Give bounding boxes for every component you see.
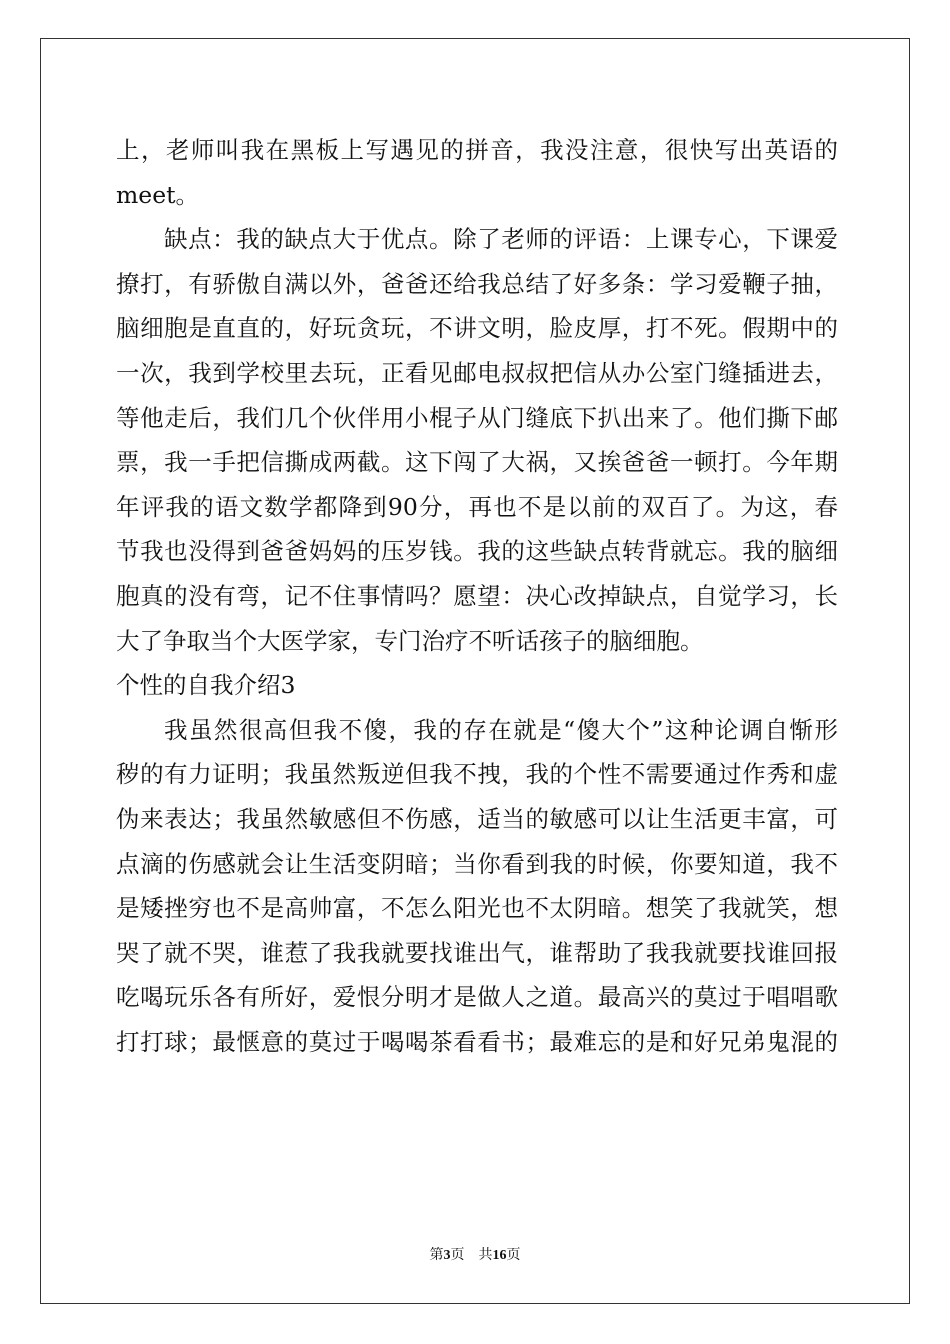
text-line: 打打球；最惬意的莫过于喝喝茶看看书；最难忘的是和好兄弟鬼混的 [116,1027,838,1056]
text-line: 一次，我到学校里去玩，正看见邮电叔叔把信从办公室门缝插进去， [116,358,838,387]
text-line: 个性的自我介绍3 [116,671,296,700]
page-number: 3 [443,1248,451,1263]
text-line: 伪来表达；我虽然敏感但不伤感，适当的敏感可以让生活更丰富，可 [116,804,838,833]
text-line: meet。 [116,180,200,209]
text-line: 我虽然很高但我不傻，我的存在就是“傻大个”这种论调自惭形 [164,715,838,744]
text-line: 等他走后，我们几个伙伴用小棍子从门缝底下扒出来了。他们撕下邮 [116,403,838,432]
text-line: 胞真的没有弯，记不住事情吗？愿望：决心改掉缺点，自觉学习，长 [116,581,838,610]
text-line: 票，我一手把信撕成两截。这下闯了大祸，又挨爸爸一顿打。今年期 [116,448,838,477]
text-line: 是矮挫穷也不是高帅富，不怎么阳光也不太阴暗。想笑了我就笑，想 [116,894,838,923]
text-line: 缺点：我的缺点大于优点。除了老师的评语：上课专心，下课爱 [164,225,838,254]
text-line: 年评我的语文数学都降到90分，再也不是以前的双百了。为这，春 [116,492,838,521]
text-line: 撩打，有骄傲自满以外，爸爸还给我总结了好多条：学习爱鞭子抽， [116,269,838,298]
page-footer [0,1244,950,1264]
total-suffix: 页 [506,1248,521,1263]
text-line: 点滴的伤感就会让生活变阴暗；当你看到我的时候，你要知道，我不 [116,849,838,878]
text-line: 哭了就不哭，谁惹了我我就要找谁出气，谁帮助了我我就要找谁回报 [116,938,838,967]
text-line: 节我也没得到爸爸妈妈的压岁钱。我的这些缺点转背就忘。我的脑细 [116,537,838,566]
text-line: 上，老师叫我在黑板上写遇见的拼音，我没注意，很快写出英语的 [116,136,838,164]
text-line: 脑细胞是直直的，好玩贪玩，不讲文明，脸皮厚，打不死。假期中的 [116,314,838,343]
text-line: 秽的有力证明；我虽然叛逆但我不拽，我的个性不需要通过作秀和虚 [116,760,838,789]
total-pages: 16 [492,1248,507,1263]
text-line: 吃喝玩乐各有所好，爱恨分明才是做人之道。最高兴的莫过于唱唱歌 [116,983,838,1012]
page-suffix: 页 [450,1248,465,1263]
text-line: 大了争取当个大医学家，专门治疗不听话孩子的脑细胞。 [116,626,704,655]
document-body [116,128,838,1064]
total-prefix: 共 [478,1248,493,1263]
page-prefix: 第 [429,1248,444,1263]
